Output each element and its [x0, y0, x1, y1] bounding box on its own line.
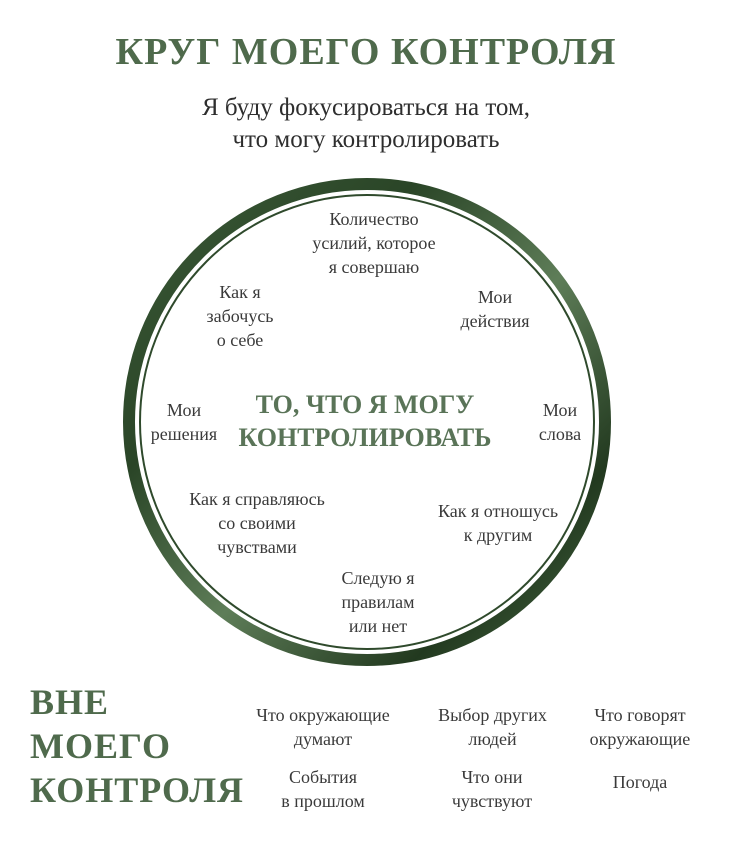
circle-center-text: ТО, ЧТО Я МОГУ КОНТРОЛИРОВАТЬ: [238, 390, 492, 452]
outside-item-weather: Погода: [612, 772, 668, 792]
circle-item-feelings: Как я справляюсь со своими чувствами: [189, 489, 325, 557]
circle-item-actions: Мои действия: [460, 287, 530, 331]
circle-item-words: Мои слова: [538, 400, 582, 444]
page-title: КРУГ МОЕГО КОНТРОЛЯ: [115, 31, 617, 73]
outside-item-they-feel: Что они чувствуют: [451, 767, 533, 811]
circle-item-self-care: Как я забочусь о себе: [206, 282, 274, 350]
circle-item-rules: Следую я правилам или нет: [341, 568, 415, 636]
circle-item-effort: Количество усилий, которое я совершаю: [312, 209, 436, 277]
outside-item-past-events: События в прошлом: [281, 767, 365, 811]
circle-item-treat-others: Как я отношусь к другим: [437, 501, 559, 545]
page-subtitle: Я буду фокусироваться на том, что могу контролировать: [201, 94, 531, 153]
circle-item-decisions: Мои решения: [150, 400, 218, 444]
outside-title: ВНЕ МОЕГО КОНТРОЛЯ: [30, 682, 245, 810]
outside-item-others-say: Что говорят окружающие: [589, 705, 691, 749]
outside-item-others-think: Что окружающие думают: [256, 705, 390, 749]
outside-item-others-choice: Выбор других людей: [438, 705, 547, 749]
